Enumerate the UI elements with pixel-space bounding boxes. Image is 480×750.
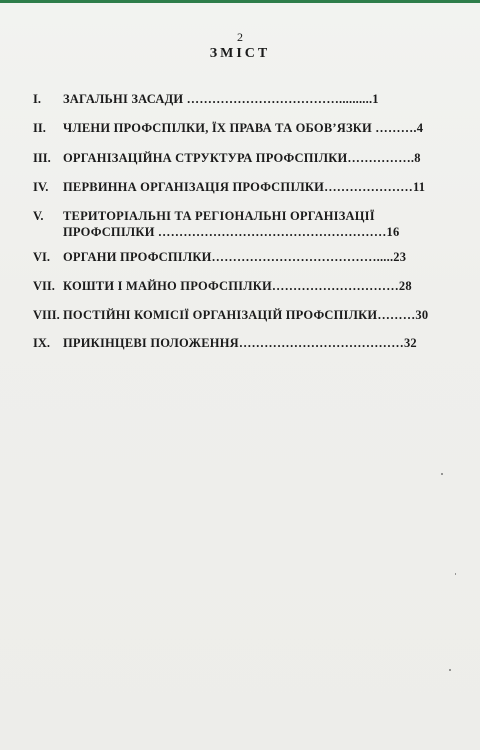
toc-item-number: VII.	[33, 279, 55, 293]
toc-item-number: I.	[33, 92, 41, 106]
paper-speck	[441, 473, 443, 475]
toc-item-number: VIII.	[33, 308, 60, 322]
toc-item-text: ПОСТІЙНІ КОМІСІЇ ОРГАНІЗАЦІЙ ПРОФСПІЛКИ………30	[63, 308, 429, 322]
toc-item-number: III.	[33, 151, 51, 165]
toc-item-text: ОРГАНІЗАЦІЙНА СТРУКТУРА ПРОФСПІЛКИ…………….8	[63, 151, 421, 165]
toc-item-text-line-2: ПРОФСПІЛКИ ………………………………………………16	[63, 225, 400, 239]
page-number: 2	[237, 30, 243, 44]
toc-item-text: ЧЛЕНИ ПРОФСПІЛКИ, ЇХ ПРАВА ТА ОБОВ’ЯЗКИ ……….4	[63, 121, 424, 135]
toc-item-text: ЗАГАЛЬНІ ЗАСАДИ ………………………………..........1	[63, 92, 379, 106]
toc-item-number: VI.	[33, 250, 51, 264]
toc-item-number: IV.	[33, 180, 49, 194]
paper-speck	[449, 669, 451, 671]
toc-item-text: ПРИКІНЦЕВІ ПОЛОЖЕННЯ…………………………………32	[63, 336, 417, 350]
toc-item-number: II.	[33, 121, 46, 135]
document-page	[0, 3, 480, 750]
toc-item-text-line-1: ТЕРИТОРІАЛЬНІ ТА РЕГІОНАЛЬНІ ОРГАНІЗАЦІЇ	[63, 209, 375, 223]
page-title: ЗМІСТ	[209, 46, 271, 61]
toc-item-text: КОШТИ І МАЙНО ПРОФСПІЛКИ…………………………28	[63, 279, 412, 293]
toc-item-number: V.	[33, 209, 44, 223]
toc-item-text: ОРГАНИ ПРОФСПІЛКИ………………………………….....23	[63, 250, 407, 264]
toc-item-text: ПЕРВИННА ОРГАНІЗАЦІЯ ПРОФСПІЛКИ…………………11	[63, 180, 426, 194]
paper-speck	[455, 573, 456, 575]
toc-item-number: IX.	[33, 336, 51, 350]
